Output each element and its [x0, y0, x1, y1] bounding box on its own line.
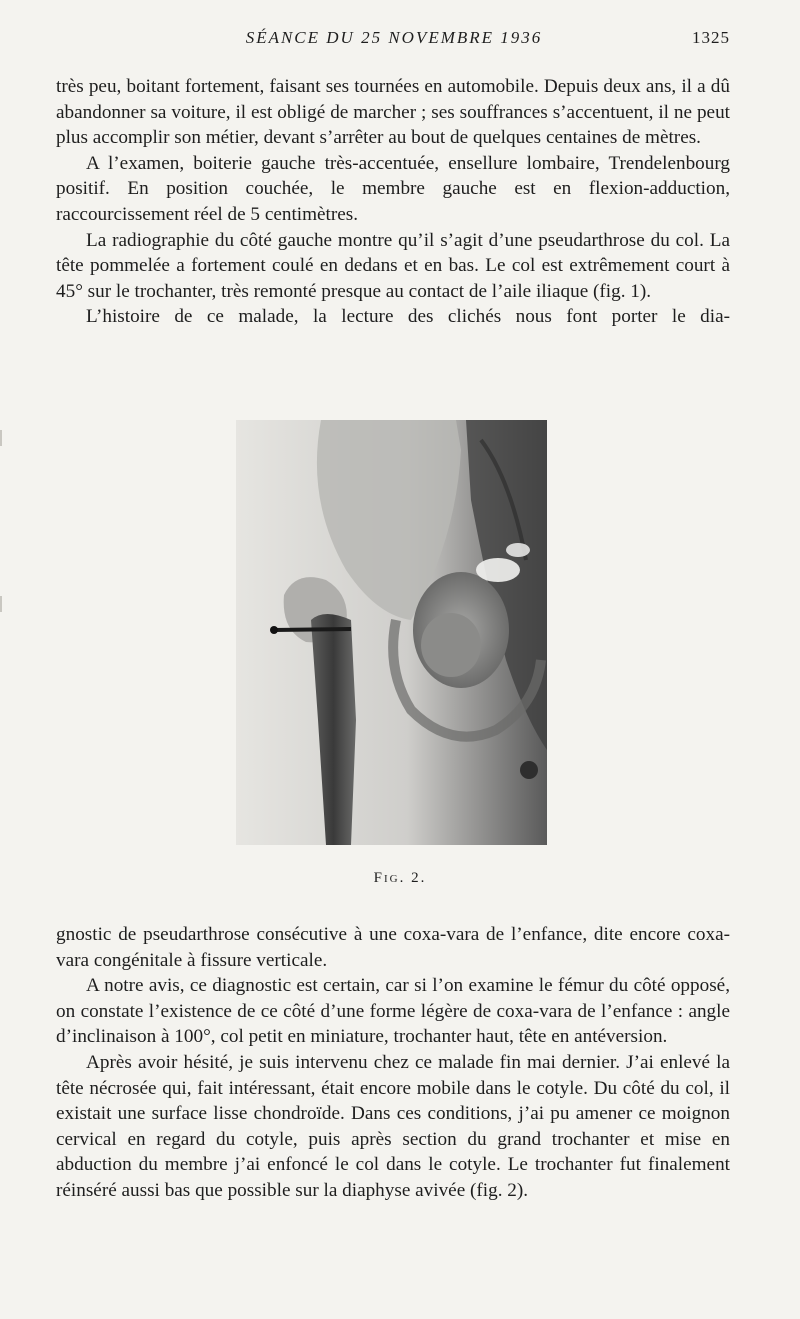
margin-mark	[0, 596, 2, 612]
paragraph-diagnosis: gnostic de pseudarthrose consécutive à une coxa-vara de l’enfance, dite encore coxa-vara congénitale à fissure verticale.	[56, 924, 730, 971]
paragraph-history: L’histoire de ce malade, la lecture des clichés nous font porter le dia-	[86, 306, 730, 328]
paragraph-opinion: A notre avis, ce diagnostic est certain, car si l’on examine le fémur du côté opposé, on constate l’existence de ce côté d’une forme légère de coxa-vara de l’enfance : angle d’inclinaison à 100°, col petit en miniature, trochanter haut, tête en antéversion.	[56, 975, 730, 1048]
text-block-bottom	[56, 922, 730, 1204]
margin-mark	[0, 430, 2, 446]
radiograph-figure	[236, 420, 547, 845]
hip-radiograph	[236, 420, 547, 845]
page-number: 1325	[692, 28, 730, 47]
paragraph-operation: Après avoir hésité, je suis intervenu chez ce malade fin mai dernier. J’ai enlevé la tête nécrosée qui, fait intéressant, était encore mobile dans le cotyle. Du côté du col, il existait une surface lisse chondroïde. Dans ces conditions, j’ai pu amener ce moignon cervical en regard du cotyle, puis après section du grand trochanter et mise en abduction du membre j’ai enfoncé le col dans le cotyle. Le trochanter fut finalement réinséré aussi bas que possible sur la diaphyse avivée (fig. 2).	[56, 1051, 730, 1201]
paragraph-examination: A l’examen, boiterie gauche très-accentuée, ensellure lombaire, Trendelenbourg positif. En position couchée, le membre gauche est en flexion-adduction, raccourcissement réel de 5 centimètres.	[56, 152, 730, 225]
running-head	[58, 28, 730, 52]
running-head-title: SÉANCE DU 25 NOVEMBRE 1936	[245, 28, 543, 47]
figure-caption: Fig. 2.	[373, 870, 427, 886]
paragraph-radiography: La radiographie du côté gauche montre qu’il s’agit d’une pseudarthrose du col. La tête pommelée a fortement coulé en dedans et en bas. Le col est extrêmement court à 45° sur le trochanter, très remonté presque au contact de l’aile iliaque (fig. 1).	[56, 229, 730, 302]
text-block-top	[56, 74, 730, 330]
paragraph-continuation: très peu, boitant fortement, faisant ses tournées en automobile. Depuis deux ans, il a dû abandonner sa voiture, il est obligé de marcher ; ses souffrances s’accentuent, il ne peut plus accomplir son métier, devant s’arrêter au bout de quelques centaines de mètres.	[56, 76, 730, 149]
